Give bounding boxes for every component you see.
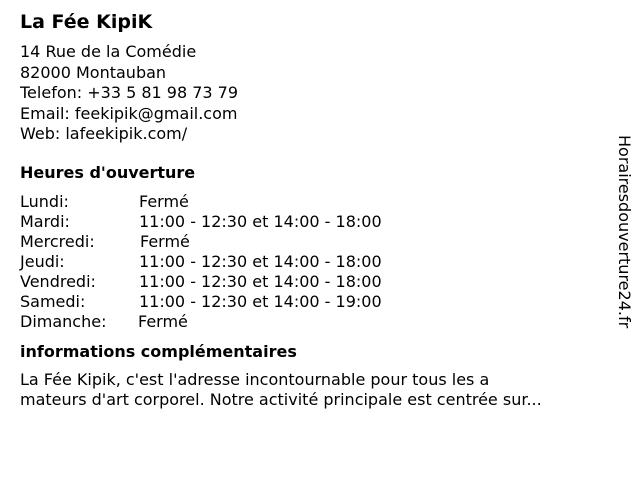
business-card [20,10,600,410]
hours-row-jeudi [20,252,600,272]
hours-row-lundi [20,192,600,212]
business-name: La Fée KipiK [20,11,153,33]
hours-row-mardi [20,212,600,232]
day-hours: 11:00 - 12:30 et 14:00 - 19:00 [139,291,382,311]
additional-info-text [20,370,600,410]
day-hours: 11:00 - 12:30 et 14:00 - 18:00 [139,271,382,291]
day-hours: Fermé [139,191,189,211]
city-postcode: 82000 Montauban [20,62,167,82]
street-address: 14 Rue de la Comédie [20,42,197,61]
hours-row-vendredi [20,272,600,292]
day-label: Lundi: [20,191,69,211]
day-label: Mercredi: [20,231,95,251]
description-line: mateurs d'art corporel. Notre activité principale est centrée sur... [20,389,542,409]
day-label: Vendredi: [20,271,96,291]
phone-number: Telefon: +33 5 81 98 73 79 [20,83,239,102]
day-label: Jeudi: [20,251,65,271]
address-block [20,42,600,145]
email-address: Email: feekipik@gmail.com [20,103,238,123]
day-label: Mardi: [20,211,70,231]
opening-hours-heading: Heures d'ouverture [20,162,196,182]
day-label: Dimanche: [20,311,107,331]
day-hours: Fermé [138,311,188,331]
day-hours: Fermé [140,231,190,251]
day-label: Samedi: [20,291,86,311]
hours-row-samedi [20,292,600,312]
hours-row-dimanche [20,312,600,332]
website-address: Web: lafeekipik.com/ [20,124,188,143]
day-hours: 11:00 - 12:30 et 14:00 - 18:00 [139,251,382,271]
day-hours: 11:00 - 12:30 et 14:00 - 18:00 [139,211,382,231]
additional-info-heading: informations complémentaires [20,341,297,361]
opening-hours-table [20,192,600,332]
description-line: La Fée Kipik, c'est l'adresse incontournable pour tous les a [20,369,490,389]
site-watermark: Horairesdouverture24.fr [615,135,634,329]
hours-row-mercredi [20,232,600,252]
